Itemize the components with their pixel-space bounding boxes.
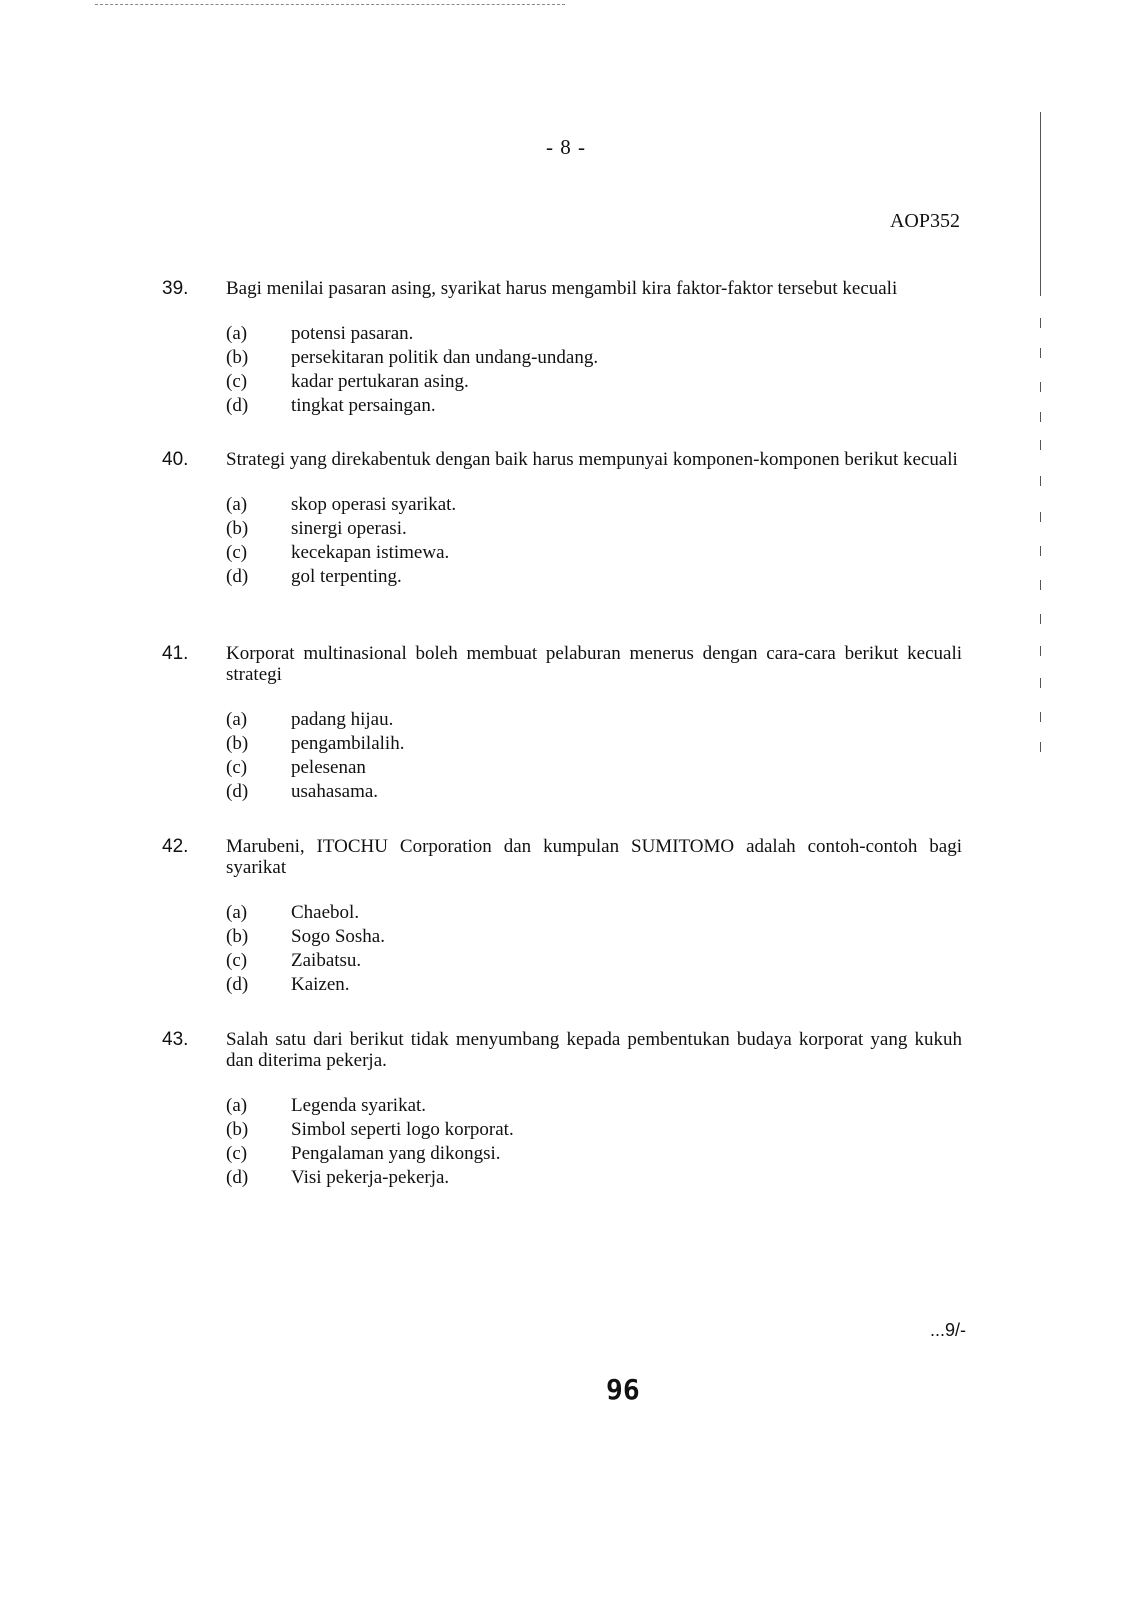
question-40 [162,449,962,605]
option-c [226,1142,962,1166]
option-b [226,346,962,370]
option-letter: (b) [226,733,249,754]
option-text: usahasama. [291,781,379,802]
scan-margin-tick [1040,742,1041,752]
option-a [226,901,962,925]
option-text: Simbol seperti logo korporat. [291,1119,514,1140]
option-list [226,901,962,997]
scan-margin-tick [1040,678,1041,688]
option-text: kecekapan istimewa. [291,542,450,563]
option-text: skop operasi syarikat. [291,494,457,515]
option-list [226,708,962,804]
option-b [226,925,962,949]
option-letter: (c) [226,1143,248,1164]
option-letter: (a) [226,902,248,923]
question-41 [162,643,962,820]
option-a [226,322,962,346]
scan-margin-tick [1040,580,1041,590]
sheet-number: 96 [606,1373,640,1406]
option-c [226,370,962,394]
option-d [226,565,962,589]
option-text: pengambilalih. [291,733,405,754]
scan-margin-tick [1040,614,1041,624]
option-list [226,322,962,418]
option-text: Legenda syarikat. [291,1095,427,1116]
option-b [226,1118,962,1142]
question-text: Korporat multinasional boleh membuat pelaburan menerus dengan cara-cara berikut kecuali strategi [226,643,962,685]
option-letter: (a) [226,1095,248,1116]
option-letter: (a) [226,494,248,515]
option-letter: (a) [226,709,248,730]
option-letter: (d) [226,566,249,587]
question-39 [162,278,962,434]
option-letter: (a) [226,323,248,344]
scan-margin-tick [1040,318,1041,328]
scan-margin-tick [1040,412,1041,422]
option-letter: (d) [226,1167,249,1188]
question-text: Marubeni, ITOCHU Corporation dan kumpulan SUMITOMO adalah contoh-contoh bagi syarikat [226,836,962,878]
option-letter: (d) [226,395,249,416]
option-text: Kaizen. [291,974,350,995]
option-letter: (c) [226,950,248,971]
page-number: - 8 - [546,135,586,159]
question-number: 41. [162,643,189,664]
scan-margin-tick [1040,712,1041,722]
option-text: kadar pertukaran asing. [291,371,469,392]
continuation-marker: ...9/- [929,1320,966,1340]
option-d [226,973,962,997]
scan-margin-tick [1040,440,1041,450]
scan-margin-tick [1040,646,1041,656]
option-text: persekitaran politik dan undang-undang. [291,347,599,368]
question-43 [162,1029,962,1206]
option-d [226,1166,962,1190]
question-number: 39. [162,278,189,299]
option-d [226,394,962,418]
option-d [226,780,962,804]
question-42 [162,836,962,1013]
option-c [226,756,962,780]
question-text: Bagi menilai pasaran asing, syarikat harus mengambil kira faktor-faktor tersebut kecuali [226,278,898,299]
option-a [226,1094,962,1118]
option-letter: (b) [226,926,249,947]
scan-margin-tick [1040,476,1041,486]
option-text: potensi pasaran. [291,323,414,344]
option-text: tingkat persaingan. [291,395,436,416]
option-letter: (b) [226,347,249,368]
option-text: Zaibatsu. [291,950,362,971]
option-text: Chaebol. [291,902,360,923]
option-letter: (c) [226,371,248,392]
question-number: 40. [162,449,189,470]
option-text: Visi pekerja-pekerja. [291,1167,450,1188]
scan-artifact-line [95,4,565,5]
option-list [226,1094,962,1190]
option-b [226,517,962,541]
option-c [226,541,962,565]
question-number: 43. [162,1029,189,1050]
scan-margin-tick [1040,512,1041,522]
option-text: padang hijau. [291,709,394,730]
option-text: pelesenan [291,757,366,778]
option-b [226,732,962,756]
scan-margin-tick [1040,286,1041,296]
scan-margin-tick [1040,382,1041,392]
question-text: Salah satu dari berikut tidak menyumbang kepada pembentukan budaya korporat yang kukuh dan diterima pekerja. [226,1029,962,1071]
option-a [226,708,962,732]
option-list [226,493,962,589]
question-number: 42. [162,836,189,857]
option-c [226,949,962,973]
option-text: sinergi operasi. [291,518,407,539]
option-text: Pengalaman yang dikongsi. [291,1143,501,1164]
option-letter: (c) [226,757,248,778]
option-letter: (c) [226,542,248,563]
option-a [226,493,962,517]
scan-margin-tick [1040,546,1041,556]
option-letter: (d) [226,974,249,995]
option-letter: (b) [226,1119,249,1140]
scan-margin-tick [1040,348,1041,358]
option-text: Sogo Sosha. [291,926,385,947]
option-text: gol terpenting. [291,566,402,587]
option-letter: (d) [226,781,249,802]
question-text: Strategi yang direkabentuk dengan baik harus mempunyai komponen-komponen berikut kecuali [226,449,958,470]
option-letter: (b) [226,518,249,539]
course-code: AOP352 [889,210,960,232]
